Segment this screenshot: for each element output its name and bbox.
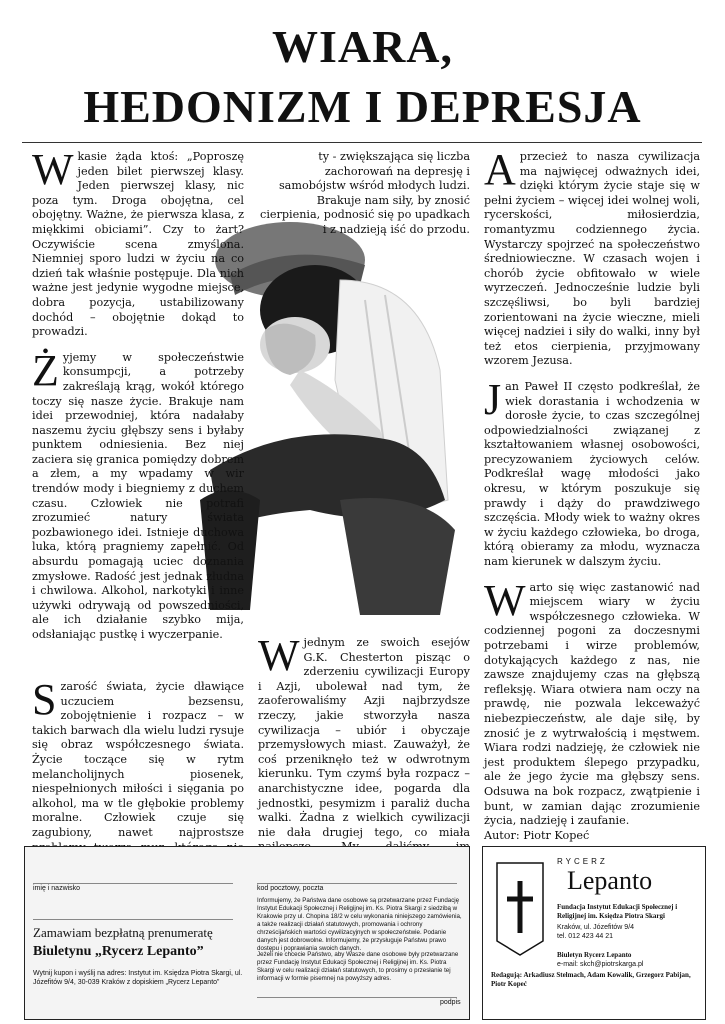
drop-cap: S (32, 675, 57, 724)
name-field-line[interactable] (33, 883, 233, 884)
order-line-1: Zamawiam bezpłatną prenumeratę (33, 925, 213, 940)
brand-name: Lepanto (567, 866, 653, 895)
drop-cap: A (484, 145, 516, 194)
signature-label: podpis (440, 999, 461, 1006)
privacy-note-2: Jeżeli nie chcecie Państwo, aby Wasze dane osobowe były przetwarzane przez Fundację Instytut Edukacji Społecznej i Religijnej im. Ks. Piotra Skargi w celu realizacji działań statutowych, to prosimy o przesłanie tej informacji w formie pisemnej na powyższy adres. (257, 951, 459, 982)
col1-paragraph-1: kasie żąda ktoś: „Poproszę jeden bilet pierwszej klasy. Jeden pierwszej klasy, nic poza tym. Droga obojętna, cel obojętny. Ważne, że pierwsza klasa, z miękkimi obiciami”. Czy to żart? Oczywiście scena zmyślona. Niemniej sporo ludzi w życiu na co dzień tak właśnie postępuje. Dla nich ważne jest jedynie wygodne miejsce, dobra pozycja, ustabilizowany dochód – obojętnie dokąd to prowadzi. (32, 150, 244, 339)
postcode-field-line[interactable] (257, 883, 457, 884)
drop-cap: W (258, 631, 300, 680)
title-rule (22, 142, 702, 143)
mail-instructions: Wytnij kupon i wyślij na adres: Instytut im. Księdza Piotra Skargi, ul. Józefitów 9/4, 30-039 Kraków z dopiskiem „Rycerz Lepanto” (33, 970, 243, 986)
col2-top-paragraph: ty - zwiększająca się liczba zachorowań na depresję i samobójstw wśród młodych ludzi. Brakuje nam siły, by znosić cierpienia, podnosić się po upadkach i z nadzieją iść do przodu. (260, 150, 470, 236)
foundation-name: Fundacja Instytut Edukacji Społecznej i Religijnej im. Księdza Piotra Skargi (557, 903, 678, 920)
postcode-label: kod pocztowy, poczta (257, 885, 324, 892)
signature-field-line[interactable] (257, 997, 457, 998)
author: Autor: Piotr Kopeć (484, 828, 590, 842)
address: Kraków, ul. Józefitów 9/4 (557, 924, 635, 931)
telephone: tel. 012 423 44 21 (557, 933, 614, 940)
publisher-block (482, 846, 706, 1020)
subscription-coupon (24, 846, 470, 1020)
address-field-line[interactable] (33, 919, 233, 920)
bulletin-name: Biuletyn Rycerz Lepanto (557, 951, 632, 959)
col3-paragraph-1: przecież to nasza cywilizacja ma najwięcej odważnych idei, dzięki którym życie staje się w pełni życiem – więcej idei wolnej woli, rycerskości, miłosierdzia, romantyzmu codziennego życia. Wystarczy spojrzeć na społeczeństwo średniowieczne. W czasach wojen i chorób życie obfitowało w wiele wyrzeczeń. Jednocześnie ludzie byli szczęśliwsi, bo byli bardziej zorientowani na życie wieczne, mieli więcej nadziei i siły do walki, inny był też etos cierpienia, przyjmowany wzorem Jezusa. (484, 150, 700, 368)
title-line-2: HEDONIZM I DEPRESJA (83, 81, 642, 132)
drop-cap: Ż (32, 345, 59, 395)
editorial-staff: Redagują: Arkadiusz Stelmach, Adam Kowalik, Grzegorz Pabijan, Piotr Kopeć (491, 971, 691, 988)
email[interactable]: e-mail: skch@piotrskarga.pl (557, 961, 644, 968)
col2-paragraph: jednym ze swoich esejów G.K. Chesterton pisząc o zderzeniu cywilizacji Europy i Azji, ubolewał nad tym, że zaoferowaliśmy Azji najbrzydsze rzeczy, jakie stworzyła nasza cywilizacja – ubiór i obyczaje przemysłowych miast. Zauważył, że coś przeniknęło też w odwrotnym kierunku. Tym czymś była rozpacz – anarchistyczne idee, pogarda dla jednostki, pesymizm i paraliż ducha walki. Żadna z wielkich cywilizacji nie dała drugiej tego, co miała (258, 636, 470, 839)
column-2-top (258, 150, 470, 249)
drop-cap: W (32, 145, 74, 194)
column-3 (484, 145, 700, 843)
drop-cap: J (484, 374, 502, 424)
drop-cap: W (484, 575, 526, 625)
brand-small: RYCERZ (557, 857, 608, 866)
col1-paragraph-3: zarość świata, życie dławiące uczuciem bezsensu, zobojętnienie i rozpacz – w takich barwach dla wielu ludzi rysuje się obraz współczesnego świata. Życie toczące się w rytm melancholijnych piosenek, niespełnionych miłości i sięgania po alkohol, ma w tle głębokie problemy moralne. Człowiek czuje się zagubiony, nawet najprostsze (32, 680, 244, 839)
banner-cross-icon (493, 859, 547, 959)
title-line-1: WIARA, (271, 21, 454, 72)
column-1 (32, 145, 244, 654)
name-label: imię i nazwisko (33, 885, 81, 892)
col1-paragraph-2: yjemy w społeczeństwie konsumpcji, a potrzeby zakreślają krąg, wokół którego toczy się nasze życie. Brakuje nam idei przewodniej, która nadałaby naszemu życiu głębszy sens i byłaby punktem odniesienia. Bez niej zaciera się granica pomiędzy dobrem a złem, a my wpadamy w wir trendów mody i biegniemy z duchem czasu. Człowiek nie potrafi zrozumieć natury świata pozbawionego idei. Istnieje duchowa luka, którą pragniemy zapełnić. Od absurdu pomagają uciec doznania zmysłowe. Radość jest jednak złudna i chwilowa. Alkohol, narkotyki i inne używki odrywają od powszedniości, ale ich działanie szybko mija, odsłaniając pustkę i wyczerpanie. (32, 350, 244, 641)
col3-paragraph-3: arto się więc zastanowić nad miejscem wiary w życiu współczesnego człowieka. W codziennej pogoni za doczesnymi potrzebami i wirze problemów, dotykających każdego z nas, nie zawsze znajdujemy czas na głębszą refleksję. Wiara otwiera nam oczy na prawdę, nie pozwala lekceważyć niebezpieczeństw, ale daje siłę, by znosić je z wytrwałością i męstwem. Wiara rodzi nadzieję, że człowiek nie jest produktem ślepego przypadku, ale że jego życie ma głębszy sens. Odsuwa na bok rozpacz, zwątpienie i bunt, w zamian dając zrozumienie życia, nadzieję i zaufanie. (484, 580, 700, 828)
col3-paragraph-2: an Paweł II często podkreślał, że wiek dorastania i wchodzenia w dorosłe życie, to czas szczególnej odpowiedzialności związanej z kształtowaniem własnej osobowości, precyzowaniem życiowych celów. Podkreślał wagę młodości jako okresu, w którym poszukuje się prawdy i dąży do prawdziwego szczęścia. Młody wiek to ważny okres w życiu każdego człowieka, bo droga, którą obieramy za młodu, wyznacza nam kierunek w dalszym życiu. (484, 379, 700, 569)
privacy-note-1: Informujemy, że Państwa dane osobowe są przetwarzane przez Fundację Instytut Edukacji Społecznej i Religijnej im. Ks. Piotra Skargi z siedzibą w Krakowie przy ul. Chopina 18/2 w celu wykonania niniejszego zamówienia, a także realizacji działań statutowych, promowania i ochrony chrześcijańskich wartości cywilizacyjnych w społeczeństwie. Podanie danych jest dobrowolne. Informujemy, że przysługuje Państwu prawo dostępu i poprawiania swoich danych. (257, 897, 462, 952)
order-line-2: Biuletynu „Rycerz Lepanto” (33, 944, 204, 959)
